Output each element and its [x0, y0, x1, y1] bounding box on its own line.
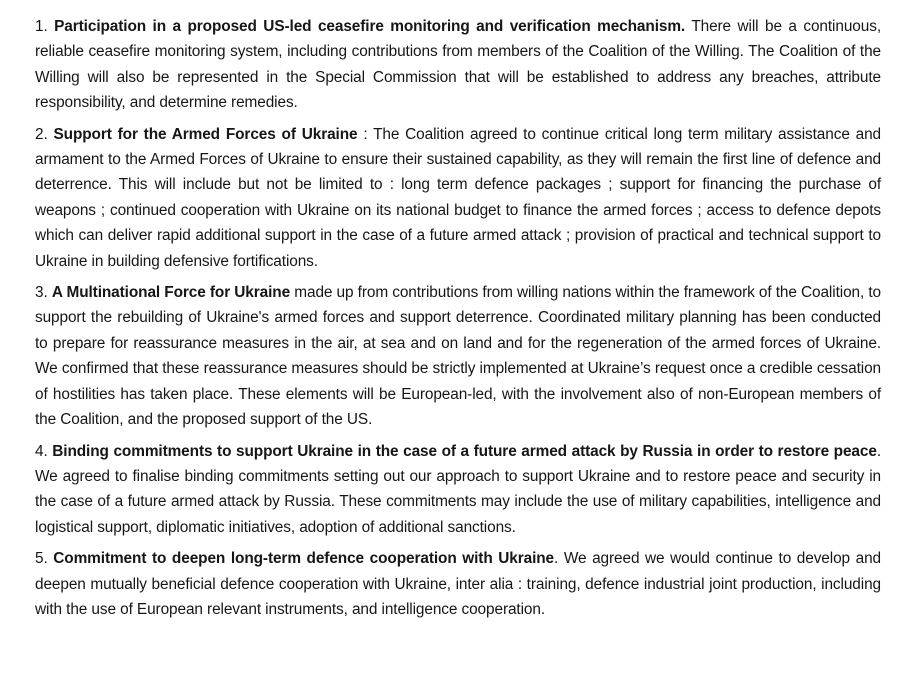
- paragraph-1-body: There will be a continuous, reliable ceasefire monitoring system, including contributions from members of the Coalition of the Willing. The Coalition of the Willing will also be represented in the Special Commission that will be established to address any breaches, attribute responsibility, and determine remedies.: [35, 18, 881, 112]
- paragraph-5-lead-bold: Commitment to deepen long-term defence cooperation with Ukraine: [53, 550, 555, 568]
- paragraph-4-number: 4.: [35, 442, 53, 460]
- paragraph-1: [35, 14, 881, 116]
- paragraph-2-body: : The Coalition agreed to continue critical long term military assistance and armament to the Armed Forces of Ukraine to ensure their sustained capability, as they will remain the first line of defence and deterrence. This will include but not be limited to : long term defence packages ; support for financing the purchase of weapons ; continued cooperation with Ukraine on its national budget to finance the armed forces ; access to defence depots which can deliver rapid additional support in the case of a future armed attack ; provision of practical and technical support to Ukraine in building defensive fortifications.: [35, 125, 881, 270]
- paragraph-3-body: made up from contributions from willing nations within the framework of the Coalition, to support the rebuilding of Ukraine's armed forces and support deterrence. Coordinated military planning has been conducted to prepare for reassurance measures in the air, at sea and on land and for the regeneration of the armed forces of Ukraine. We confirmed that these reassurance measures should be strictly implemented at Ukraine’s request once a credible cessation of hostilities has taken place. These elements will be European-led, with the involvement also of non-European members of the Coalition, and the proposed support of the US.: [35, 284, 881, 429]
- paragraph-1-number: 1.: [35, 18, 55, 35]
- paragraph-3-lead-bold: A Multinational Force for Ukraine: [51, 284, 291, 302]
- paragraph-2: [35, 122, 881, 274]
- paragraph-4-lead-bold: Binding commitments to support Ukraine in the case of a future armed attack by Russia in order to restore peace: [52, 442, 877, 460]
- paragraph-2-number: 2.: [35, 125, 54, 143]
- paragraph-4-body: . We agreed to finalise binding commitments setting out our approach to support Ukraine and to restore peace and security in the case of a future armed attack by Russia. These commitments may include the use of military capabilities, intelligence and logistical support, diplomatic initiatives, adoption of additional sanctions.: [35, 442, 881, 536]
- paragraph-5-body: . We agreed we would continue to develop and deepen mutually beneficial defence cooperation with Ukraine, inter alia : training, defence industrial joint production, including with the use of European relevant instruments, and intelligence cooperation.: [35, 550, 882, 618]
- paragraph-5-number: 5.: [35, 550, 54, 568]
- paragraph-4: [35, 439, 881, 541]
- paragraph-3-number: 3.: [35, 284, 52, 302]
- paragraph-1-lead-bold: Participation in a proposed US-led ceasefire monitoring and verification mechanism.: [54, 18, 686, 35]
- paragraph-2-lead-bold: Support for the Armed Forces of Ukraine: [53, 125, 358, 143]
- paragraph-5: [35, 546, 881, 622]
- paragraph-3: [35, 280, 881, 432]
